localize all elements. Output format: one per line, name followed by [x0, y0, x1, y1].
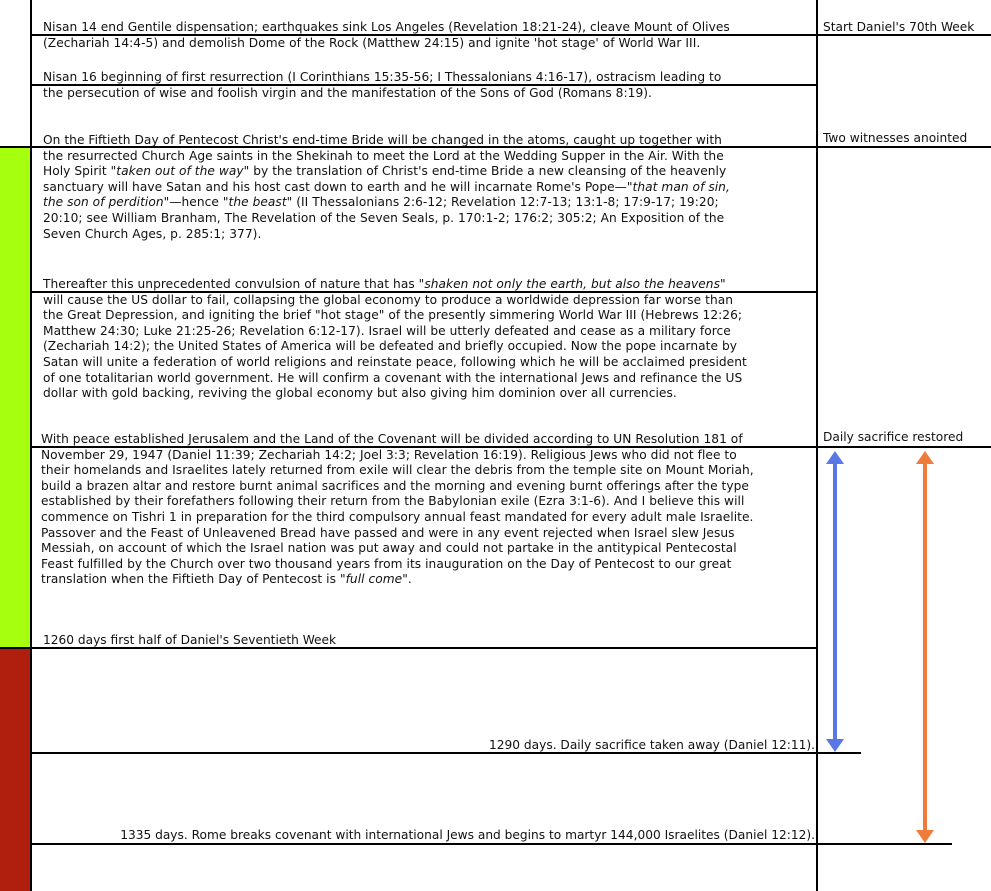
text-line: dollar with gold backing, reviving the global economy but also giving him dominion over all currencies. — [43, 386, 677, 401]
text-line: Feast fulfilled by the Church over two thousand years from its inauguration on the Day of Pentecost to our great — [41, 556, 732, 571]
text-run: translation when the Fiftieth Day of Pentecost is — [41, 572, 340, 587]
italic-quote: "the beast" — [222, 195, 293, 210]
text-line: 20:10; see William Branham, The Revelation of the Seven Seals, p. 170:1-2; 176:2; 305:2; An Exposition of the — [43, 210, 725, 225]
text-line: On the Fiftieth Day of Pentecost Christ's end-time Bride will be changed in the atoms, caught up together with — [43, 133, 722, 147]
text-line — [43, 164, 811, 180]
text-line — [43, 180, 811, 196]
text-line: the resurrected Church Age saints in the Shekinah to meet the Lord at the Wedding Supper in the Air. With the — [43, 148, 724, 163]
text-line: build a brazen altar and restore burnt animal sacrifices and the morning and evening burnt offerings after the type — [41, 478, 749, 493]
label-1335-days: 1335 days. Rome breaks covenant with international Jews and begins to martyr 144,000 Israelites (Daniel 12:12). — [120, 828, 815, 842]
label-1260-days: 1260 days first half of Daniel's Seventieth Week — [43, 633, 337, 647]
text-line: Nisan 16 beginning of first resurrection (I Corinthians 15:35-56; I Thessalonians 4:16-17), ostracism leading to — [43, 70, 722, 84]
text-run: by the translation of Christ's end-time Bride a new cleansing of the heavenly — [249, 164, 727, 179]
text-line: Seven Church Ages, p. 285:1; 377). — [43, 226, 262, 241]
text-line: will cause the US dollar to fail, collapsing the global economy to produce a worldwide depression far worse than — [43, 292, 734, 307]
paragraph-nisan-14 — [43, 20, 811, 51]
text-line: November 29, 1947 (Daniel 11:39; Zechariah 14:2; Joel 3:3; Revelation 16:19). Religious Jews who did not flee to — [41, 447, 737, 462]
label-1290-days: 1290 days. Daily sacrifice taken away (Daniel 12:11). — [489, 738, 815, 752]
italic-quote: "taken out of the way" — [110, 164, 250, 179]
text-run: . — [407, 572, 412, 587]
text-line — [43, 195, 811, 211]
blue-1290-arrow — [826, 451, 844, 752]
text-line — [43, 277, 811, 293]
label-start-70th-week: Start Daniel's 70th Week — [823, 20, 975, 34]
paragraph-convulsion — [43, 277, 811, 402]
italic-quote: "shaken not only the earth, but also the heavens" — [418, 277, 726, 291]
text-line — [41, 572, 809, 588]
label-sacrifice-restored: Daily sacrifice restored — [823, 430, 964, 444]
text-line: With peace established Jerusalem and the Land of the Covenant will be divided according to UN Resolution 181 of — [41, 432, 743, 446]
paragraph-peace-established — [41, 432, 809, 588]
italic-quote: the son of perdition" — [43, 195, 170, 210]
label-two-witnesses: Two witnesses anointed — [823, 131, 968, 145]
orange-1335-arrow — [916, 451, 934, 843]
text-line: commence on Tishri 1 in preparation for the third compulsory annual feast mandated for every adult male Israelite. — [41, 509, 754, 524]
paragraph-nisan-16 — [43, 70, 811, 101]
text-run: sanctuary will have Satan and his host cast down to earth and he will incarnate Rome's Pope— — [43, 179, 627, 194]
text-line: of one totalitarian world government. He will confirm a covenant with the international Jews and refinance the US — [43, 370, 743, 385]
text-line: Messiah, on account of which the Israel nation was put away and could not partake in the antitypical Pentecostal — [41, 541, 737, 556]
text-run: Holy Spirit — [43, 164, 111, 179]
text-line: (Zechariah 14:4-5) and demolish Dome of the Rock (Matthew 24:15) and ignite 'hot stage' of World War III. — [43, 35, 701, 50]
text-line: Satan will unite a federation of world religions and reinstate peace, following which he will be acclaimed president — [43, 354, 747, 369]
text-line: the Great Depression, and igniting the brief "hot stage" of the presently simmering World War III (Hebrews 12:26; — [43, 308, 743, 323]
text-line: Passover and the Feast of Unleavened Bread have passed and were in any event rejected when Israel slew Jesus — [41, 525, 735, 540]
text-run: Thereafter this unprecedented convulsion of nature that has — [43, 277, 419, 291]
text-line: Matthew 24:30; Luke 21:25-26; Revelation 6:12-17). Israel will be utterly defeated and cease as a military force — [43, 323, 731, 338]
italic-quote: "that man of sin, — [626, 179, 730, 194]
italic-quote: "full come" — [339, 572, 408, 587]
text-run: —hence — [169, 195, 223, 210]
text-line: established by their forefathers following their return from the Babylonian exile (Ezra 3:1-6). And I believe this will — [41, 494, 745, 509]
text-line: their homelands and Israelites lately returned from exile will clear the debris from the temple site on Mount Moriah, — [41, 463, 754, 478]
text-line: the persecution of wise and foolish virgin and the manifestation of the Sons of God (Romans 8:19). — [43, 85, 652, 100]
text-run: (II Thessalonians 2:6-12; Revelation 12:7-13; 13:1-8; 17:9-17; 19:20; — [292, 195, 719, 210]
text-line: (Zechariah 14:2); the United States of America will be defeated and briefly occupied. Now the pope incarnate by — [43, 339, 737, 354]
text-line: Nisan 14 end Gentile dispensation; earthquakes sink Los Angeles (Revelation 18:21-24), cleave Mount of Olives — [43, 20, 730, 34]
paragraph-pentecost-bride — [43, 133, 811, 242]
